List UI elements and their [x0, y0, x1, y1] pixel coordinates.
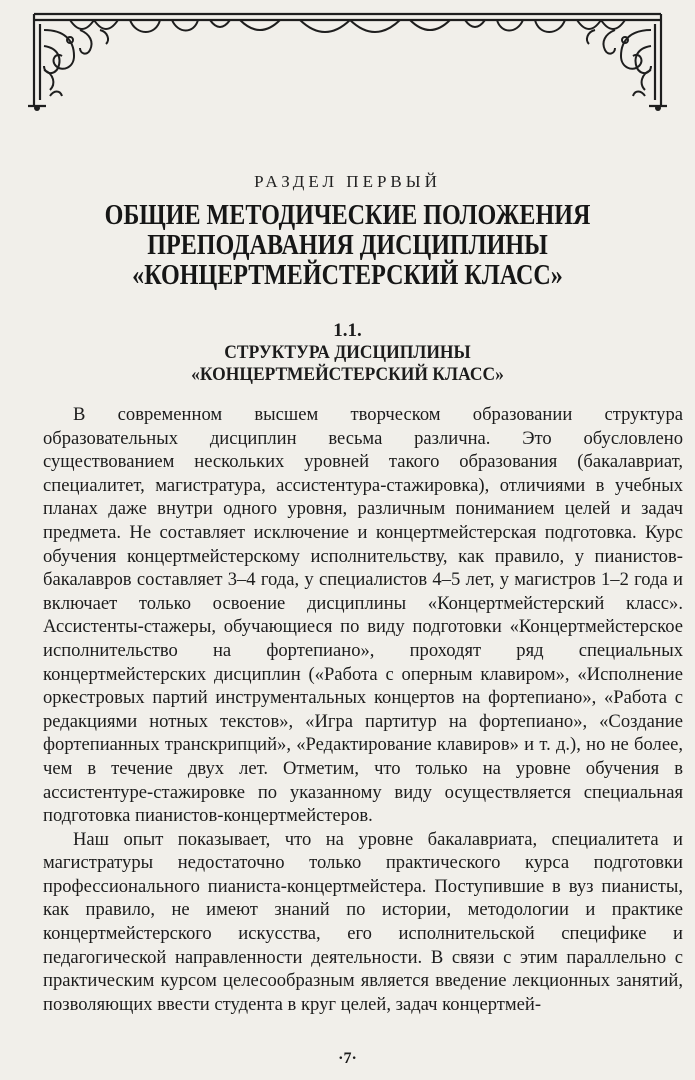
- subsection-title-line: СТРУКТУРА ДИСЦИПЛИНЫ: [224, 342, 471, 363]
- chapter-title-line: ОБЩИЕ МЕТОДИЧЕСКИЕ ПОЛОЖЕНИЯ: [104, 200, 591, 231]
- subsection-number: 1.1.: [333, 320, 362, 341]
- section-label: РАЗДЕЛ ПЕРВЫЙ: [254, 172, 441, 191]
- paragraph: В современном высшем творческом образовании структура образовательных дисциплин весьма различна. Это обусловлено существованием нескольких уровней такого образования (бакалавриат, специалитет, магистратура, ассистентура-стажировка), отличиями в учебных планах даже внутри одного уровня, различным пониманием целей и задач предмета. Не составляет исключение и концертмейстерская подготовка. Курс обучения концертмейстерскому исполнительству, как правило, у пианистов-бакалавров составляет 3–4 года, у специалистов 4–5 лет, у магистров 1–2 года и включает только освоение дисциплины «Концертмейстерский класс». Ассистенты-стажеры, обучающиеся по виду подготовки «Концертмейстерское исполнительство на фортепиано», проходят ряд специальных концертмейстерских дисциплин («Работа с оперным клавиром», «Исполнение оркестровых партий инструментальных концертов на фортепиано», «Работа с редакциями нотных текстов», «Игра партитур на фортепиано», «Создание фортепианных транскрипций», «Редактирование клавиров» и т. д.), но не более, чем в течение двух лет. Отметим, что только на уровне обучения в ассистентуре-стажировке по указанному виду осуществляется специальная подготовка пианистов-концертмейстеров.: [43, 404, 683, 827]
- chapter-title: [49, 201, 647, 291]
- decorative-header-ornament: [0, 0, 695, 115]
- page-number: ·7·: [338, 1050, 357, 1067]
- paragraph: Наш опыт показывает, что на уровне бакалавриата, специалитета и магистратуры недостаточно только практического курса подготовки профессионального пианиста-концертмейстера. Поступившие в вуз пианисты, как правило, не имеют знаний по истории, методологии и практике концертмейстерского искусства, его исполнительской специфике и педагогической направленности деятельности. В связи с этим параллельно с практическим курсом целесообразным является введение лекционных занятий, позволяющих ввести студента в круг целей, задач концертмей-: [43, 828, 683, 1015]
- subsection-title: [28, 342, 667, 386]
- body-text: [43, 403, 683, 1016]
- subsection-title-line: «КОНЦЕРТМЕЙСТЕРСКИЙ КЛАСС»: [191, 364, 504, 385]
- chapter-title-line: «КОНЦЕРТМЕЙСТЕРСКИЙ КЛАСС»: [132, 260, 563, 291]
- chapter-title-line: ПРЕПОДАВАНИЯ ДИСЦИПЛИНЫ: [147, 230, 548, 261]
